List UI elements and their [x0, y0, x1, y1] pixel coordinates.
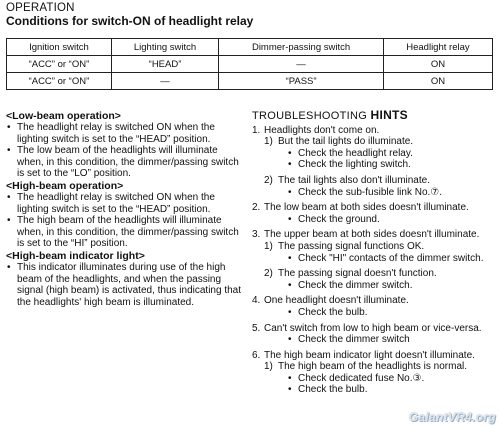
check-item: • Check the headlight relay. [252, 148, 496, 160]
sub-text: But the tail lights do illuminate. [278, 136, 414, 148]
troubleshooting-title [252, 110, 496, 123]
hint-number: 6. [252, 349, 261, 361]
table-cell: “ACC” or “ON” [7, 73, 112, 90]
table-cell: “HEAD” [111, 56, 218, 73]
check-item: • Check the bulb. [252, 384, 496, 396]
hint-3-sub-1 [252, 241, 496, 253]
sub-text: The high beam of the headlights is normal. [278, 361, 467, 373]
watermark: GalantVR4.org [408, 410, 496, 424]
table-header-cell: Headlight relay [383, 39, 492, 56]
high-beam-heading: <High-beam operation> [6, 179, 124, 192]
hint-3 [252, 229, 496, 241]
hint-text: The upper beam at both sides doesn't illuminate. [264, 229, 480, 241]
hint-number: 1. [252, 124, 261, 136]
hint-1-sub-1 [252, 136, 496, 148]
conditions-table [6, 38, 493, 90]
low-beam-heading: <Low-beam operation> [6, 110, 121, 122]
section-heading: OPERATION [6, 2, 75, 14]
hint-number: 3. [252, 229, 261, 241]
check-item: • Check the bulb. [252, 307, 496, 319]
page-title: Conditions for switch-ON of headlight relay [6, 14, 254, 28]
indicator-heading: <High-beam indicator light> [6, 249, 145, 262]
hint-text: Headlights don't come on. [264, 124, 380, 136]
sub-number: 2) [264, 174, 273, 186]
low-beam-item-2: • The low beam of the headlights will illuminate when, in this condition, the dimmer/passing switch is set to the “LO” position. [6, 145, 242, 180]
table-header-cell: Ignition switch [7, 39, 112, 56]
hint-number: 2. [252, 202, 261, 214]
hint-text: The low beam at both sides doesn't illuminate. [264, 202, 469, 214]
sub-number: 1) [264, 136, 273, 148]
high-beam-item-1: • The headlight relay is switched ON when the lighting switch is set to the “HEAD” position. [6, 192, 242, 215]
table-header-row [7, 39, 493, 56]
sub-number: 2) [264, 268, 273, 280]
table-header-cell: Dimmer-passing switch [219, 39, 384, 56]
sub-text: The tail lights also don't illuminate. [278, 174, 430, 186]
check-item: • Check the lighting switch. [252, 159, 496, 171]
hint-number: 5. [252, 322, 261, 334]
hint-6-sub-1 [252, 361, 496, 373]
low-beam-item-1: • The headlight relay is switched ON when the lighting switch is set to the “HEAD” position. [6, 122, 242, 145]
table-cell: ON [383, 56, 492, 73]
hint-1-sub-2 [252, 175, 496, 187]
table-cell: — [219, 56, 384, 73]
table-cell: ON [383, 73, 492, 90]
hint-5 [252, 323, 496, 335]
hint-text: One headlight doesn't illuminate. [264, 295, 409, 307]
hint-6 [252, 350, 496, 362]
hint-text: The high beam indicator light doesn't illuminate. [264, 349, 475, 361]
troubleshooting-column [252, 110, 496, 396]
hint-text: Can't switch from low to high beam or vice-versa. [264, 322, 482, 334]
table-header-cell: Lighting switch [111, 39, 218, 56]
sub-number: 1) [264, 361, 273, 373]
sub-text: The passing signal doesn't function. [278, 268, 437, 280]
troubleshooting-title-a: TROUBLESHOOTING [252, 110, 368, 122]
check-item: • Check the sub-fusible link No.⑦. [252, 187, 496, 199]
check-item: • Check the dimmer switch [252, 334, 496, 346]
high-beam-item-2: • The high beam of the headlights will illuminate when, in this condition, the dimmer/passing switch is set to the “HI” position. [6, 215, 242, 250]
table-row [7, 73, 493, 90]
hint-4 [252, 295, 496, 307]
check-item: • Check the ground. [252, 214, 496, 226]
operation-column [6, 110, 242, 308]
hint-1 [252, 125, 496, 137]
table-cell: — [111, 73, 218, 90]
table-cell: “PASS” [219, 73, 384, 90]
troubleshooting-title-b: HINTS [370, 108, 408, 122]
hint-2 [252, 202, 496, 214]
hint-number: 4. [252, 295, 261, 307]
indicator-item-1: • This indicator illuminates during use of the high beam of the headlights, and when the passing signal (high beam) is activated, thus indicating that the headlights' high beam is illuminated. [6, 262, 242, 308]
check-item: • Check "HI" contacts of the dimmer switch. [252, 253, 496, 265]
check-item: • Check dedicated fuse No.③. [252, 373, 496, 385]
check-item: • Check the dimmer switch. [252, 280, 496, 292]
hint-3-sub-2 [252, 268, 496, 280]
table-cell: “ACC” or “ON” [7, 56, 112, 73]
table-row [7, 56, 493, 73]
sub-text: The passing signal functions OK. [278, 240, 425, 252]
sub-number: 1) [264, 240, 273, 252]
